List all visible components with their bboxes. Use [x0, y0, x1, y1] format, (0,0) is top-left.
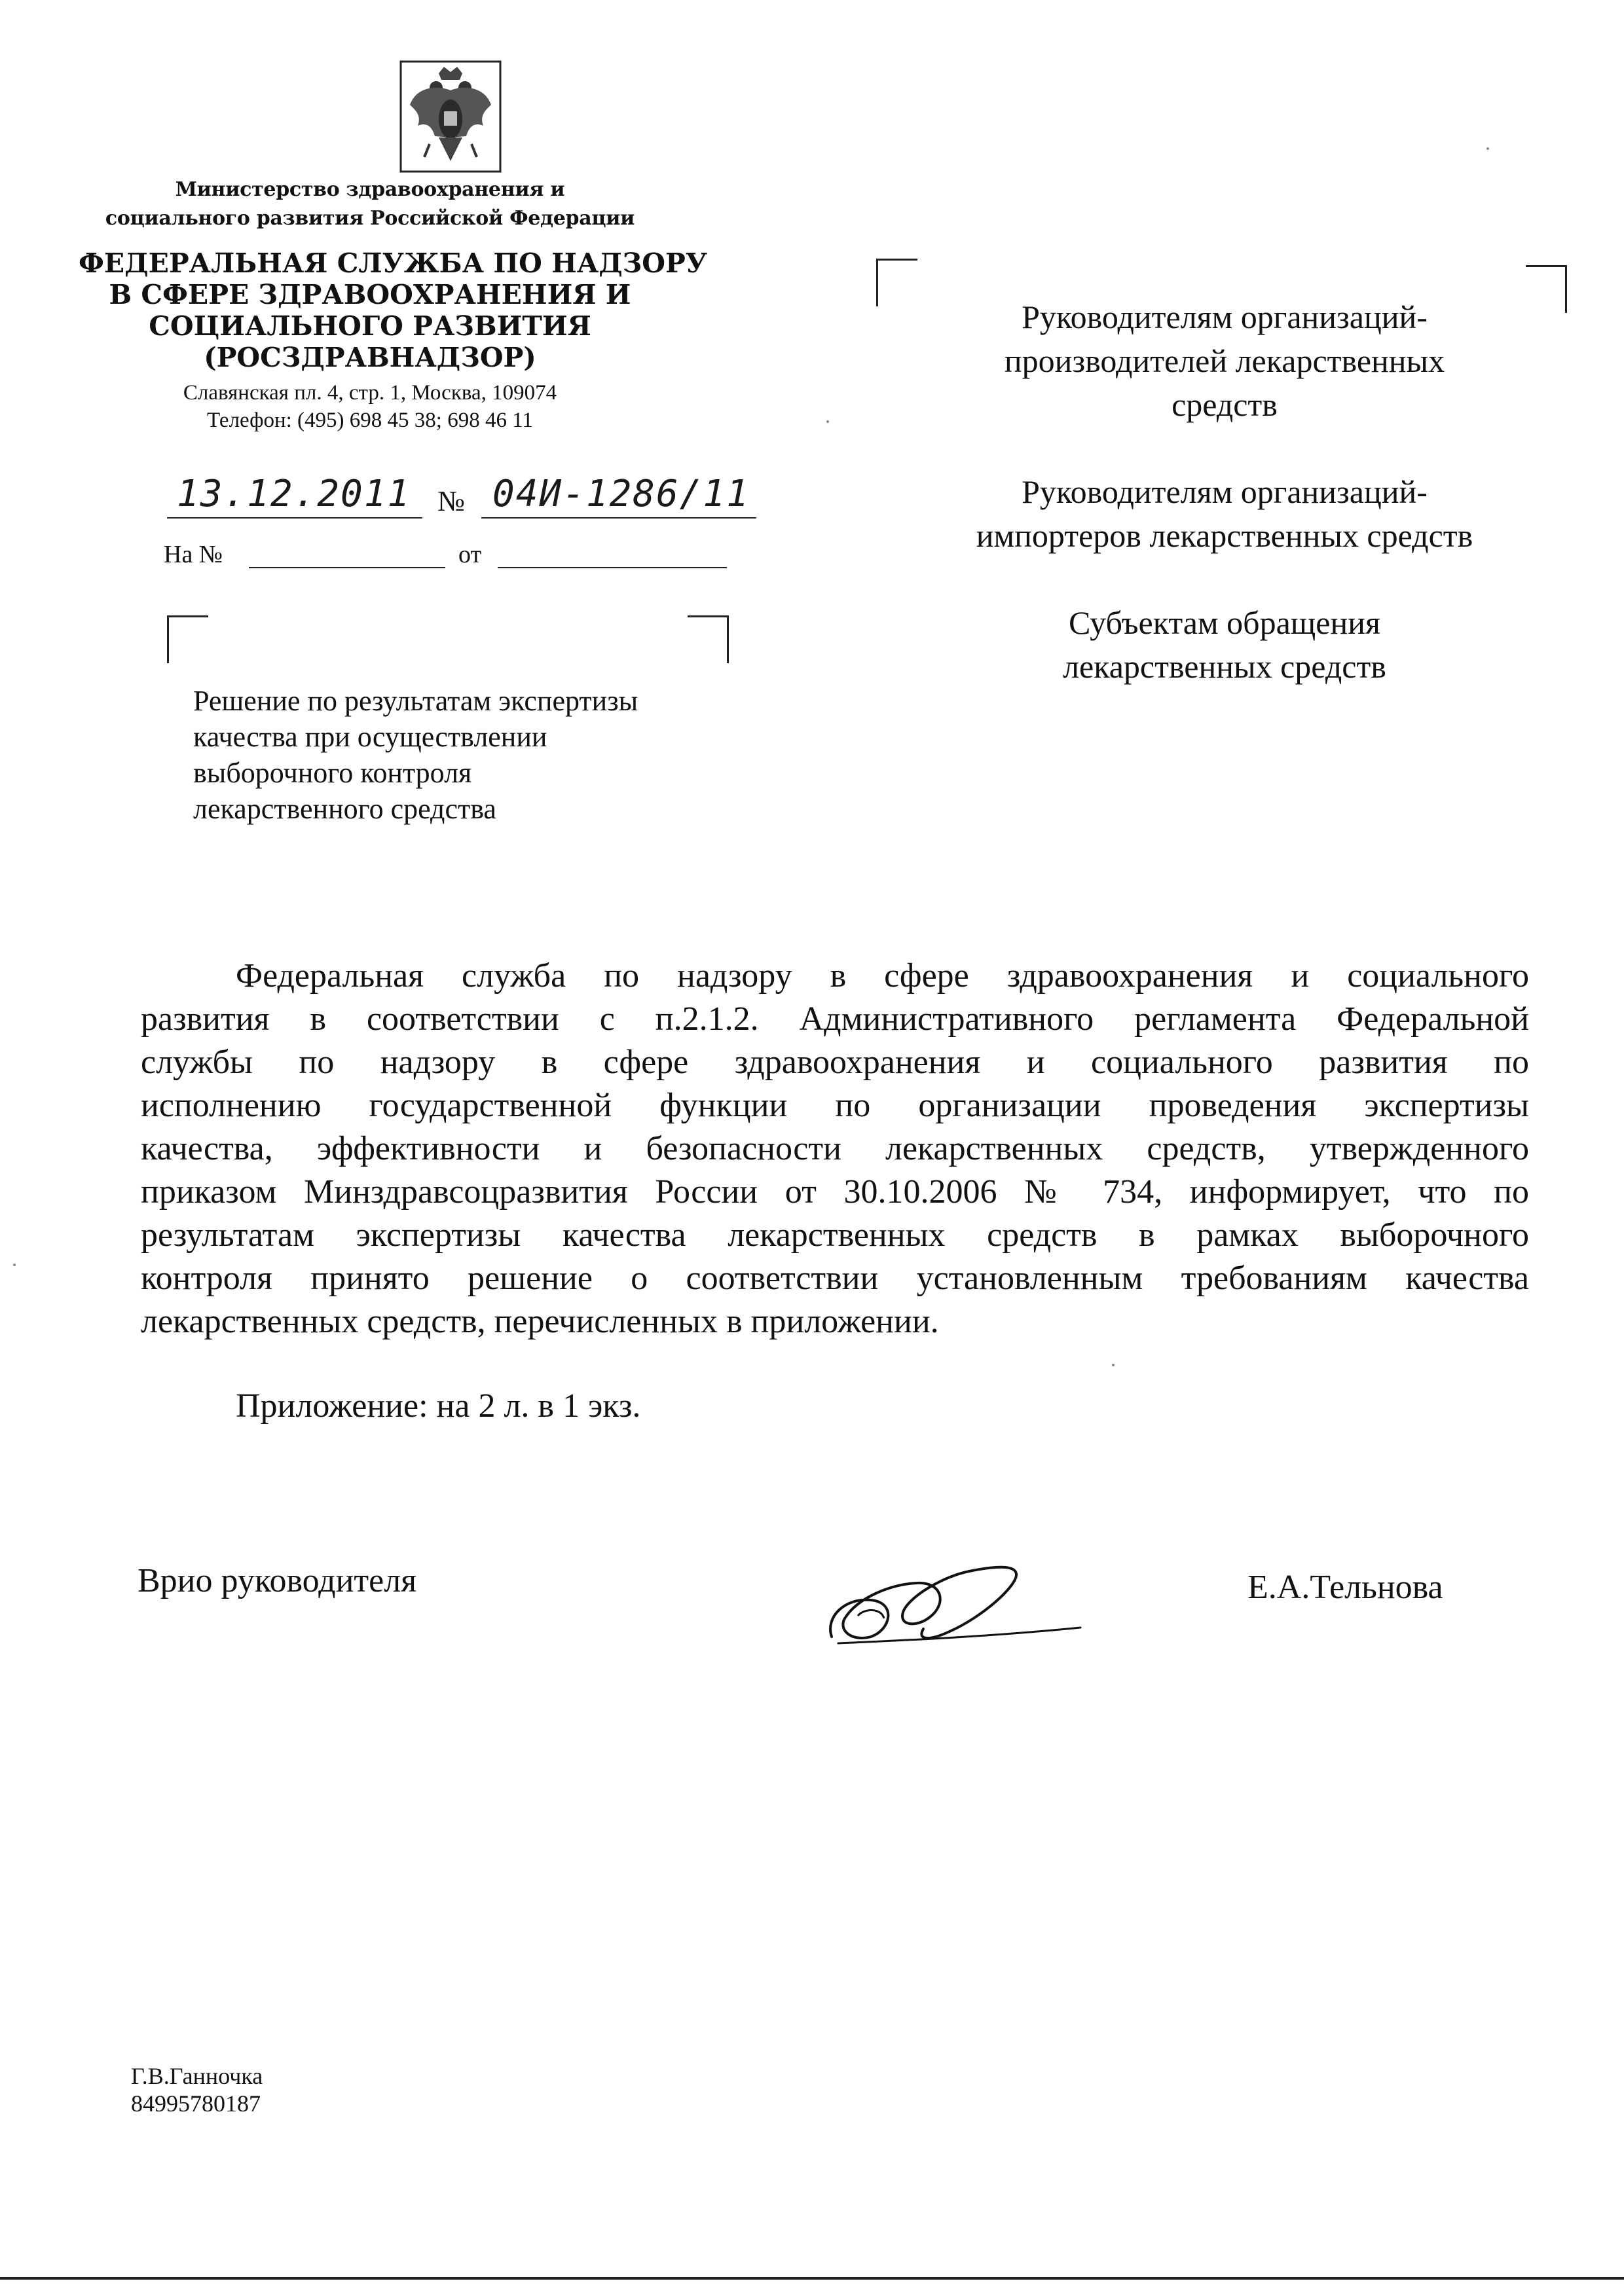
subject-bracket-right	[688, 615, 729, 663]
body-line-2: развития в соответствии с п.2.1.2. Административного регламента Федеральной	[141, 1000, 1529, 1038]
body-line-7: результатам экспертизы качества лекарственных средств в рамках выборочного	[141, 1216, 1529, 1254]
phone: Телефон: (495) 698 45 38; 698 46 11	[207, 409, 533, 432]
number-underline	[481, 517, 756, 519]
signatory-position: Врио руководителя	[138, 1562, 417, 1599]
body-line-3: службы по надзору в сфере здравоохранения и социального развития по	[141, 1044, 1529, 1081]
subject-bracket-left	[167, 615, 208, 663]
ministry-name-line-2: социального развития Российской Федерации	[105, 207, 635, 230]
body-line-8: контроля принято решение о соответствии установленным требованиям качества	[141, 1260, 1529, 1297]
scan-speck	[1486, 147, 1489, 150]
scan-speck	[826, 420, 829, 423]
recipient-3-line-1: Субъектам обращения	[1069, 604, 1380, 641]
subject-line-2: качества при осуществлении	[193, 721, 547, 753]
document-date: 13.12.2011	[177, 473, 411, 515]
service-name-line-3: СОЦИАЛЬНОГО РАЗВИТИЯ	[149, 310, 591, 342]
subject-line-3: выборочного контроля	[193, 757, 472, 789]
service-name-line-1: ФЕДЕРАЛЬНАЯ СЛУЖБА ПО НАДЗОРУ	[79, 247, 708, 279]
recipient-1-line-2: производителей лекарственных	[1004, 342, 1445, 379]
body-line-4: исполнению государственной функции по организации проведения экспертизы	[141, 1087, 1529, 1124]
ref-number-line	[249, 567, 445, 568]
recipient-2-line-2: импортеров лекарственных средств	[976, 517, 1473, 554]
subject-line-4: лекарственного средства	[193, 793, 496, 825]
recipient-1-line-1: Руководителям организаций-	[1022, 299, 1428, 335]
page-bottom-rule	[0, 2277, 1624, 2280]
recipient-3-line-2: лекарственных средств	[1063, 648, 1386, 685]
ref-from-label: от	[458, 541, 482, 568]
signatory-name: Е.А.Тельнова	[1247, 1569, 1443, 1606]
scan-speck	[13, 1264, 16, 1266]
attachment-note: Приложение: на 2 л. в 1 экз.	[236, 1387, 641, 1425]
executor-name: Г.В.Ганночка	[131, 2063, 263, 2089]
body-line-9: лекарственных средств, перечисленных в приложении.	[141, 1303, 939, 1340]
executor-phone: 84995780187	[131, 2090, 261, 2117]
recipient-2-line-1: Руководителям организаций-	[1022, 473, 1428, 510]
document-number: 04И-1286/11	[492, 473, 750, 515]
coat-of-arms-icon	[398, 59, 503, 174]
recipient-1-line-3: средств	[1172, 386, 1278, 423]
scan-speck	[1112, 1364, 1115, 1366]
subject-line-1: Решение по результатам экспертизы	[193, 685, 638, 717]
service-name-line-2: В СФЕРЕ ЗДРАВООХРАНЕНИЯ И	[109, 279, 631, 310]
handwritten-signature	[819, 1545, 1094, 1663]
ministry-name-line-1: Министерство здравоохранения и	[175, 178, 565, 201]
address: Славянская пл. 4, стр. 1, Москва, 109074	[183, 381, 557, 405]
date-underline	[167, 517, 422, 519]
ref-number-label: На №	[164, 541, 223, 568]
number-sign: №	[437, 485, 465, 517]
body-line-6: приказом Минздравсоцразвития России от 30.10.2006 № 734, информирует, что по	[141, 1173, 1529, 1211]
ref-date-line	[498, 567, 727, 568]
service-name-line-4: (РОСЗДРАВНАДЗОР)	[204, 342, 536, 373]
body-line-1: Федеральная служба по надзору в сфере здравоохранения и социального	[236, 957, 1529, 994]
body-line-5: качества, эффективности и безопасности лекарственных средств, утвержденного	[141, 1130, 1529, 1167]
